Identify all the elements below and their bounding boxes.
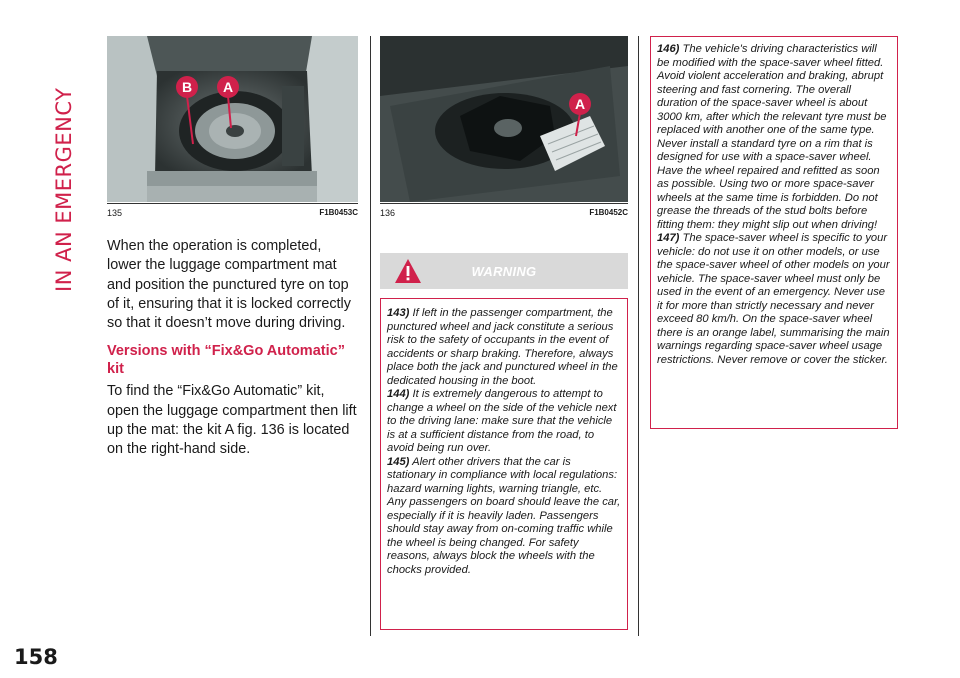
callout-a: A — [574, 96, 586, 112]
figure-number: 136 — [380, 207, 396, 218]
warning-item-text: If left in the passenger compartment, the punctured wheel and jack constitute a serious risk to the safety of occupants in the event of accidents or sharp braking. Therefore, always place both the jack and punctured wheel in the dedicated housing in the boot. — [387, 307, 618, 387]
section-heading: Versions with “Fix&Go Automatic” kit — [107, 343, 345, 378]
figure-code: F1B0453C — [319, 208, 358, 217]
warning-item-number: 143) — [387, 307, 410, 319]
warning-box — [380, 298, 628, 630]
warning-item — [387, 307, 621, 388]
callout-a: A — [222, 79, 234, 95]
page-number: 158 — [14, 645, 58, 669]
body-paragraph: To find the “Fix&Go Automatic” kit, open the luggage compartment then lift up the mat: the kit A fig. 136 is located on the right-hand side. — [107, 383, 357, 458]
warning-item — [657, 232, 891, 367]
warning-item-number: 147) — [657, 232, 680, 244]
figure-number: 135 — [107, 207, 123, 218]
warning-item — [657, 43, 891, 232]
warning-item-text: The vehicle's driving characteristics will be modified with the space-saver wheel fitted. Avoid violent acceleration and braking, abrupt steering and fast cornering. The overall duration of the space-saver wheel is about 3000 km, after which the relevant tyre must be replaced with another one of the same type. Never install a standard tyre on a rim that is designed for use with a space-saver wheel. Have the wheel repaired and refitted as soon as possible. Using two or more space-saver wheels at the same time is forbidden. Do not grease the threads of the stud bolts before fitting them: they might slip out when driving! — [657, 43, 887, 231]
warning-item-text: Alert other drivers that the car is stationary in compliance with local regulations: hazard warning lights, warning triangle, etc. Any passengers on board should leave the car, especially if it is heavily laden. Passengers should stay away from on-coming traffic while the wheel is being changed. For safety reasons, always block the wheels with the chocks provided. — [387, 455, 621, 576]
section-title: IN AN EMERGENCY — [52, 87, 76, 292]
figure-136-image — [380, 36, 628, 202]
figure-135-caption — [107, 203, 358, 221]
warning-item-number: 144) — [387, 388, 410, 400]
warning-item-number: 145) — [387, 455, 410, 468]
body-paragraph: When the operation is completed, lower the luggage compartment mat and position the punctured tyre on top of it, ensuring that it is locked correctly so that it doesn’t move during driving. — [107, 238, 351, 332]
warning-item-text: The space-saver wheel is specific to your vehicle: do not use it on other models, or use the space-saver wheel of other models on your vehicle. The space-saver wheel must only be used in the event of an emergency. Never use it for more than strictly necessary and never exceed 80 km/h. On the space-saver wheel there is an orange label, summarising the main warnings regarding space-saver wheel usage restrictions. Never remove or cover the sticker. — [657, 232, 890, 366]
warning-item-text: It is extremely dangerous to attempt to change a wheel on the side of the vehicle next to the driving lane: make sure that the vehicle is at a sufficient distance from the road, to avoid being run over. — [387, 388, 617, 454]
warning-item — [387, 388, 621, 456]
warning-item-number: 146) — [657, 43, 680, 55]
warning-box-continued — [650, 36, 898, 429]
warning-header — [380, 253, 628, 289]
warning-title: WARNING — [471, 263, 537, 279]
warning-icon — [394, 258, 422, 284]
figure-135-image — [107, 36, 358, 202]
column-divider — [370, 36, 371, 636]
warning-item — [387, 456, 621, 578]
figure-code: F1B0452C — [589, 208, 628, 217]
figure-136-caption — [380, 203, 628, 221]
column-divider — [638, 36, 639, 636]
body-text — [107, 237, 357, 460]
callout-b: B — [181, 79, 193, 95]
